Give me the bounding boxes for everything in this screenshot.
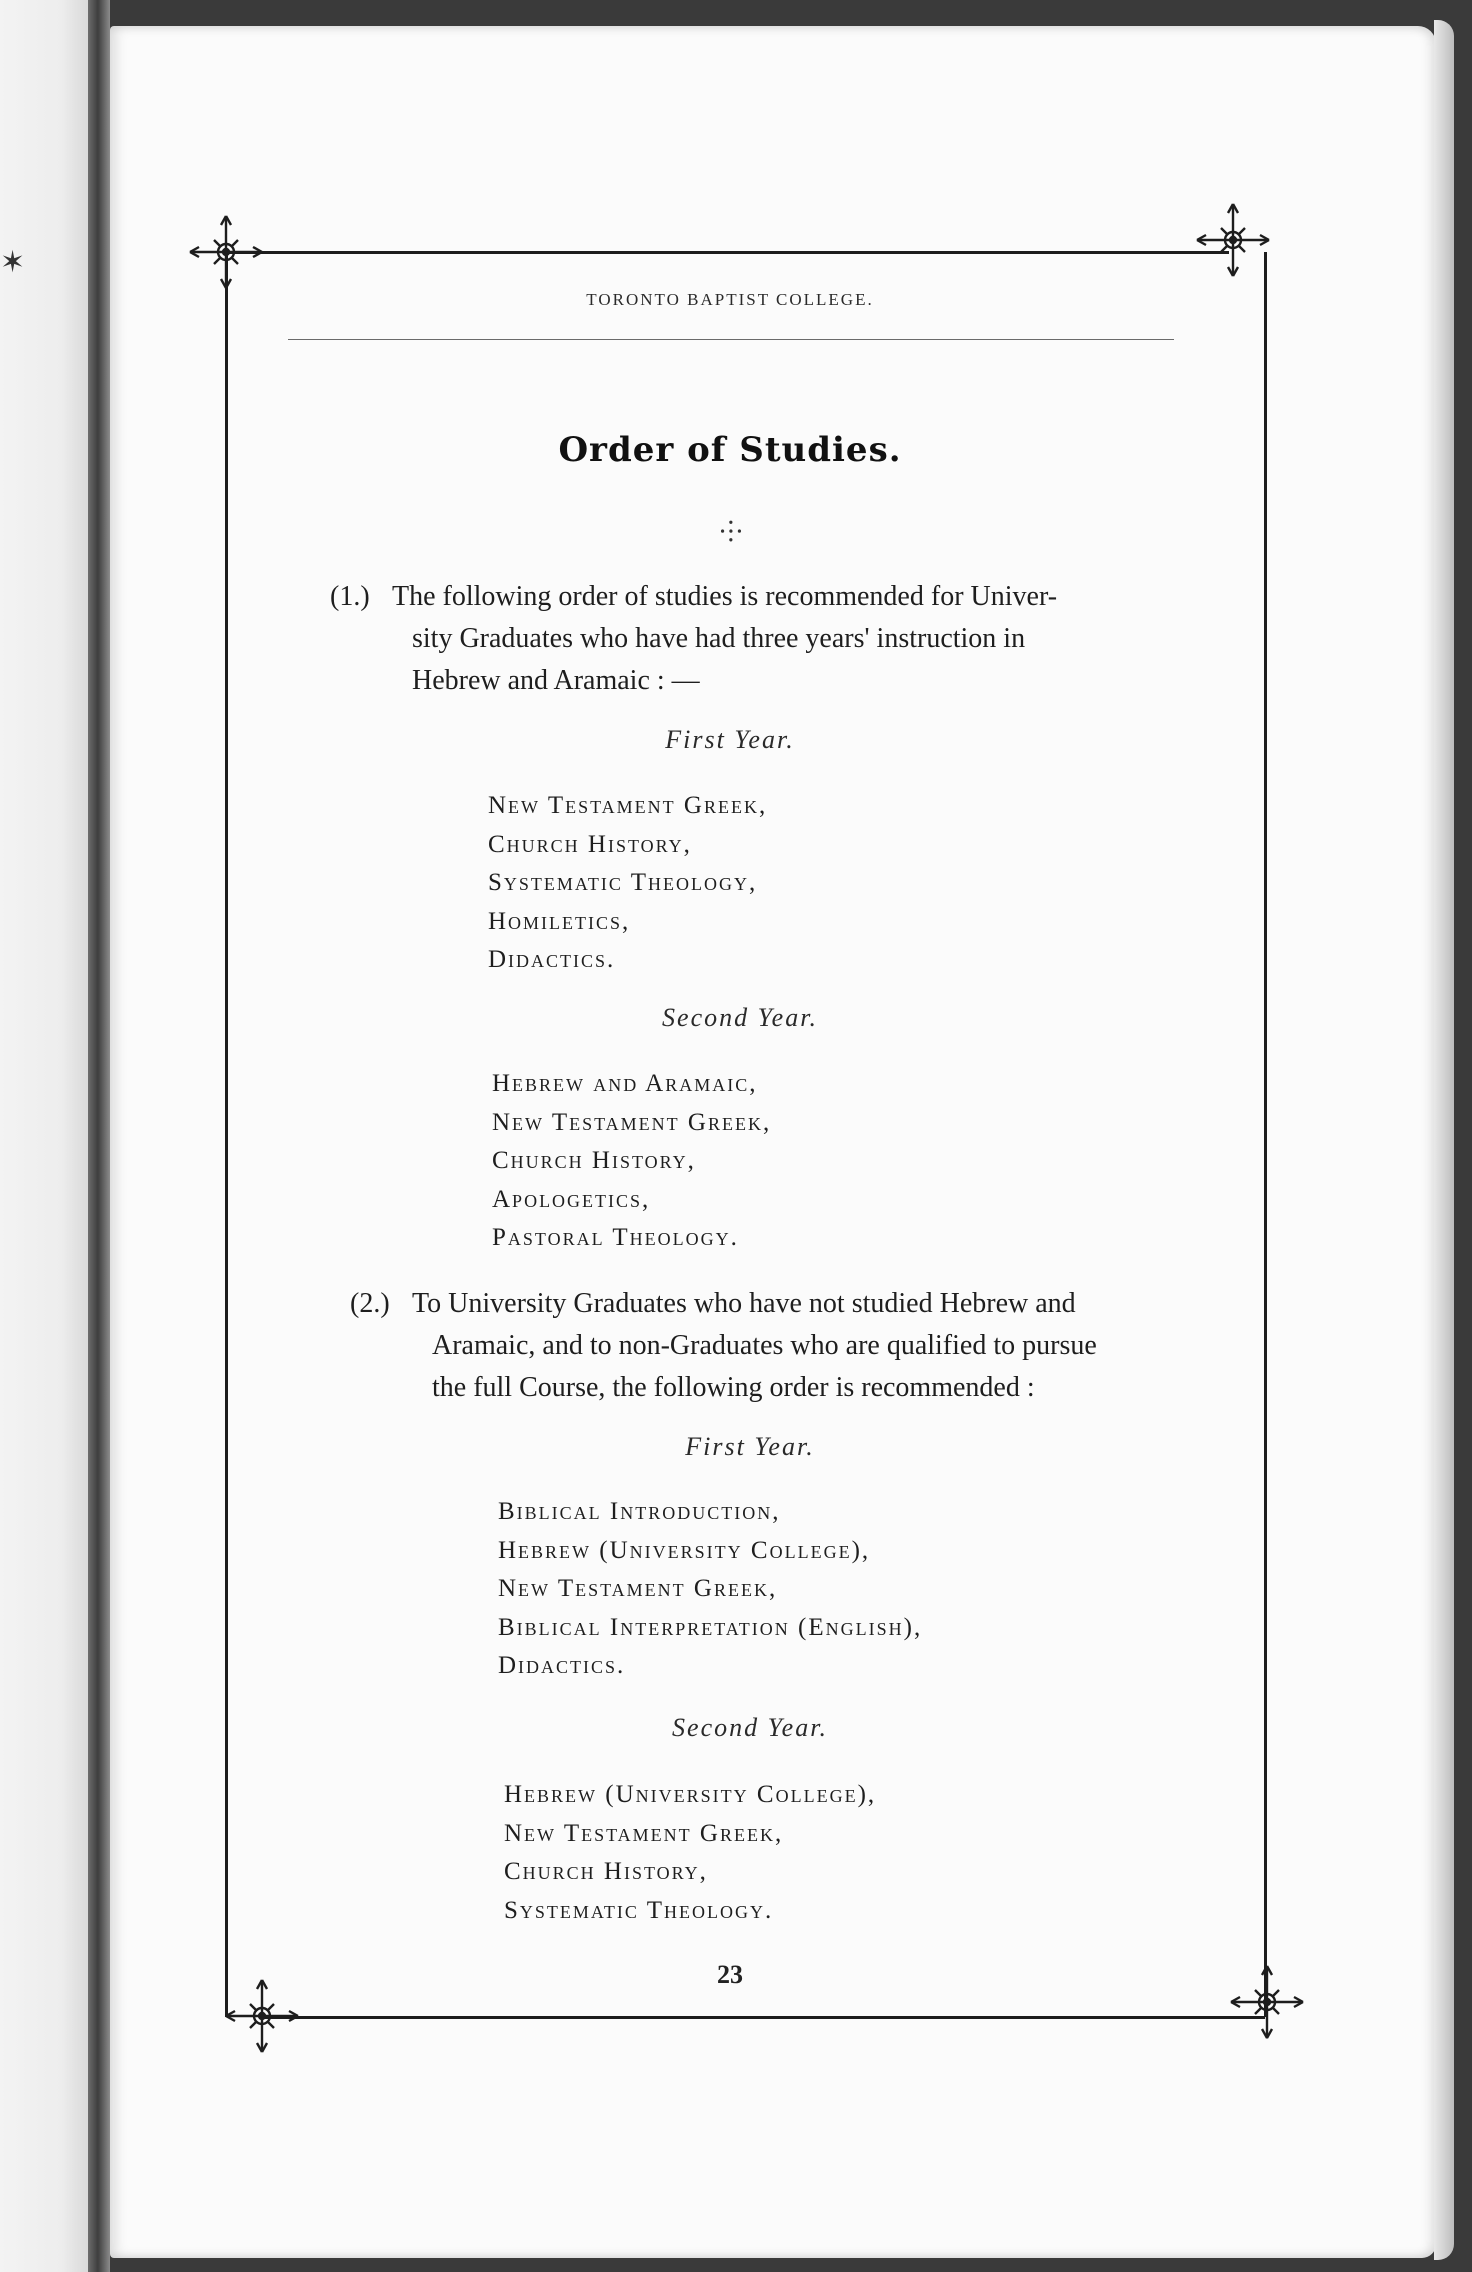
section-1-line-1: The following order of studies is recommended for Univer- xyxy=(392,581,1058,612)
page-number: 23 xyxy=(717,1960,743,1989)
running-head: TORONTO BAPTIST COLLEGE. xyxy=(586,290,874,309)
left-page-edge xyxy=(0,0,88,2272)
subject-item: Church History, xyxy=(504,1858,708,1885)
frame-bottom-rule xyxy=(262,2016,1265,2019)
running-head-rule xyxy=(288,339,1174,340)
subject-item: Hebrew (University College), xyxy=(504,1781,877,1808)
subject-item: Apologetics, xyxy=(492,1185,651,1213)
section-1-first-year-subjects xyxy=(488,787,767,980)
subject-item: Biblical Introduction, xyxy=(498,1498,781,1525)
subject-item: Church History, xyxy=(492,1147,696,1174)
section-2-second-year-heading: Second Year. xyxy=(672,1713,828,1742)
subject-item: Pastoral Theology. xyxy=(492,1224,739,1251)
subject-item: Didactics. xyxy=(498,1652,626,1679)
section-1-first-year-heading: First Year. xyxy=(665,725,795,754)
frame-left-rule xyxy=(225,252,228,2017)
subject-item: Hebrew and Aramaic, xyxy=(492,1070,758,1097)
section-2-paragraph xyxy=(350,1283,1250,1409)
subject-item: Systematic Theology. xyxy=(504,1896,774,1924)
frame-top-rule xyxy=(226,251,1229,254)
section-2-number: (2.) xyxy=(350,1288,390,1319)
corner-ornament-top-right-icon xyxy=(1193,200,1273,280)
section-1-line-2: sity Graduates who have had three years' instruction in xyxy=(412,623,1026,654)
section-2-second-year-subjects xyxy=(504,1776,876,1930)
frame-right-rule xyxy=(1264,252,1267,2017)
section-2-line-1: To University Graduates who have not studied Hebrew and xyxy=(412,1288,1076,1319)
subject-item: Biblical Interpretation (English), xyxy=(498,1613,923,1641)
book-spine xyxy=(88,0,110,2272)
page-title: Order of Studies. xyxy=(558,430,902,470)
page-edge-shadow xyxy=(1434,20,1454,2260)
subject-item: New Testament Greek, xyxy=(492,1108,772,1136)
section-1-second-year-subjects xyxy=(492,1065,771,1258)
section-2-first-year-subjects xyxy=(498,1493,922,1686)
subject-item: Church History, xyxy=(488,830,692,858)
corner-ornament-bottom-left-icon xyxy=(222,1976,302,2056)
section-2-line-3: the full Course, the following order is recommended : xyxy=(432,1372,1035,1403)
subject-item: Didactics. xyxy=(488,946,616,973)
section-1-second-year-heading: Second Year. xyxy=(662,1003,818,1032)
title-ornament-icon: ⸭ xyxy=(719,517,743,548)
left-page-ornament-icon: ✶ xyxy=(0,246,26,279)
section-1-number: (1.) xyxy=(330,581,370,612)
subject-item: New Testament Greek, xyxy=(504,1819,784,1847)
subject-item: New Testament Greek, xyxy=(498,1575,778,1602)
section-1-line-3: Hebrew and Aramaic : — xyxy=(412,665,700,696)
section-1-paragraph xyxy=(330,576,1230,702)
section-2-first-year-heading: First Year. xyxy=(685,1432,815,1461)
subject-item: Systematic Theology, xyxy=(488,869,758,896)
corner-ornament-bottom-right-icon xyxy=(1227,1962,1307,2042)
subject-item: New Testament Greek, xyxy=(488,792,768,819)
section-2-line-2: Aramaic, and to non-Graduates who are qualified to pursue xyxy=(432,1330,1097,1361)
corner-ornament-top-left-icon xyxy=(186,212,266,292)
subject-item: Homiletics, xyxy=(488,907,631,935)
subject-item: Hebrew (University College), xyxy=(498,1536,871,1564)
